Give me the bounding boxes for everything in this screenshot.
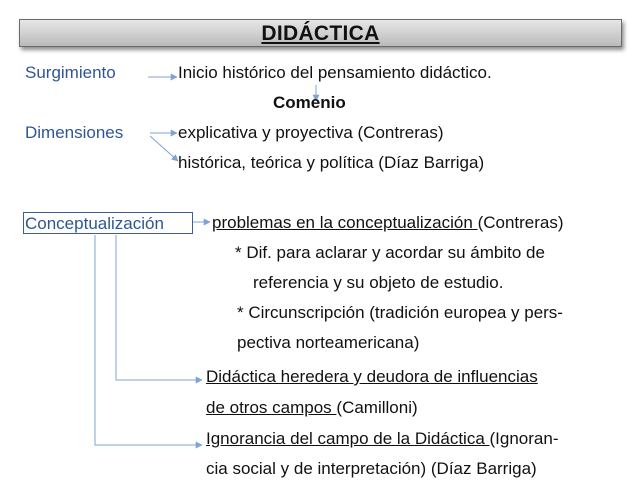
surgimiento-sub: Comenio [273,93,346,112]
branch1-point2-line2: pectiva norteamericana) [237,333,420,352]
branch1-heading [212,212,564,234]
branch2-line1: Didáctica heredera y deudora de influencias [206,367,538,386]
dimensiones-item-2: histórica, teórica y política (Díaz Barriga) [178,153,485,172]
branch2-plain: (Camilloni) [336,398,418,417]
branch3-underlined: Ignorancia del campo de la Didáctica [206,429,490,448]
title-banner [19,19,622,47]
page-title: DIDÁCTICA [261,22,380,45]
branch1-point1-line1: * Dif. para aclarar y acordar su ámbito de [235,243,545,262]
arrow-conceptualizacion-2 [116,235,202,380]
label-surgimiento: Surgimiento [25,63,116,82]
branch3-plain: (Ignoran- [489,429,559,448]
branch2-line2 [206,397,418,419]
branch1-plain: (Contreras) [477,213,564,232]
branch1-point2-line1: * Circunscripción (tradición europea y pers- [237,303,563,322]
surgimiento-text: Inicio histórico del pensamiento didáctico. [178,63,492,82]
label-dimensiones: Dimensiones [25,123,124,142]
dimensiones-item-1: explicativa y proyectiva (Contreras) [178,123,444,142]
branch2-underlined: de otros campos [206,398,337,417]
branch1-point1-line2: referencia y su objeto de estudio. [253,273,504,292]
branch3-line1 [206,428,558,450]
arrow-conceptualizacion-3 [95,235,202,445]
label-conceptualizacion: Conceptualización [23,212,193,234]
branch1-underlined: problemas en la conceptualización [212,213,478,232]
branch3-line2: cia social y de interpretación) (Díaz Barriga) [206,459,537,478]
arrow-dimensiones-2 [150,136,178,161]
